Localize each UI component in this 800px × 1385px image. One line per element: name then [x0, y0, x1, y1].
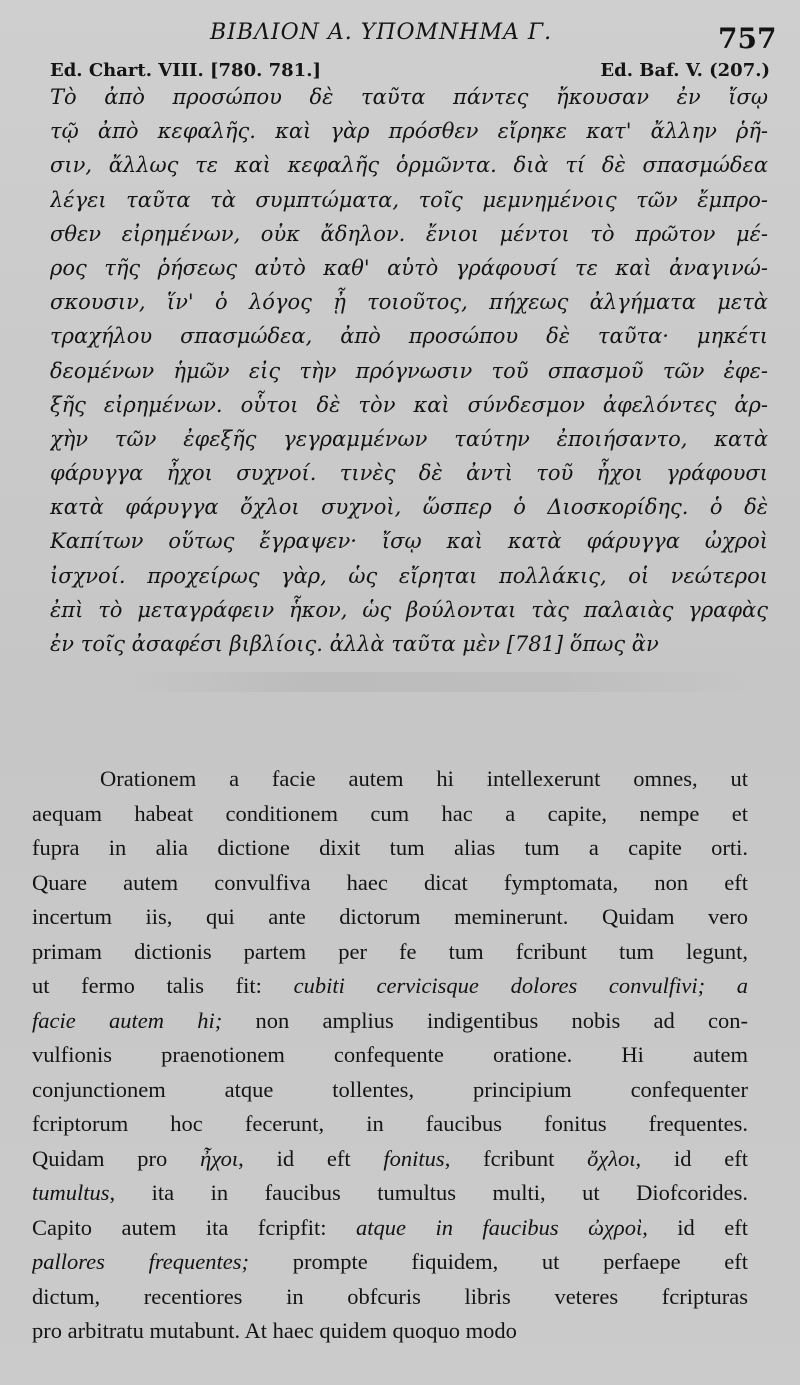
greek-line: ἐν τοῖς ἀσαφέσι βιβλίοις. ἀλλὰ ταῦτα μὲν [781] ὅπως ἂν — [50, 632, 659, 656]
latin-line — [32, 1245, 748, 1280]
greek-line: λέγει ταῦτα τὰ συμπτώματα, τοῖς μεμνημένοις τῶν ἔμπρο- — [50, 187, 768, 212]
latin-italic-span: pallores frequentes; — [32, 1249, 249, 1274]
greek-line: κατὰ φάρυγγα ὄχλοι συχνοὶ, ὥσπερ ὁ Διοσκορίδης. ὁ δὲ — [50, 495, 768, 520]
latin-text-block — [32, 762, 748, 1349]
latin-italic-span: tumultus — [32, 1180, 110, 1205]
latin-line: pro arbitratu mutabunt. At haec quidem quoquo modo — [32, 1318, 517, 1343]
greek-line: ξῆς εἰρημένων. οὗτοι δὲ τὸν καὶ σύνδεσμον ἀφελόντες ἀρ- — [50, 392, 768, 417]
greek-line: σθεν εἰρημένων, οὐκ ἄδηλον. ἔνιοι μέντοι τὸ πρῶτον μέ- — [50, 221, 768, 246]
latin-line: Orationem a facie autem hi intellexerunt omnes, ut — [100, 766, 748, 791]
greek-line: σκουσιν, ἵν' ὁ λόγος ᾖ τοιοῦτος, πήχεως ἀλγήματα μετὰ — [50, 290, 768, 315]
latin-line — [32, 1176, 748, 1211]
latin-span: , ita in faucibus tumultus multi, ut Diofcorides. — [109, 1180, 748, 1205]
latin-line: dictum, recentiores in obfcuris libris veteres fcripturas — [32, 1283, 748, 1309]
latin-span: ut fermo talis fit: — [32, 973, 294, 998]
greek-line: τῷ ἀπὸ κεφαλῆς. καὶ γὰρ πρόσθεν εἴρηκε κατ' ἄλλην ῥῆ- — [50, 119, 768, 144]
latin-italic-span: facie autem hi; — [32, 1007, 223, 1033]
latin-span: non amplius indigentibus nobis ad con- — [222, 1007, 748, 1033]
latin-line — [32, 1004, 748, 1039]
latin-span: , id eft — [238, 1145, 384, 1171]
show-through-smudge — [120, 672, 760, 692]
latin-line: vulfionis praenotionem confequente oratione. Hi autem — [32, 1042, 748, 1067]
greek-line: ἰσχνοί. προχείρως γὰρ, ὡς εἴρηται πολλάκις, οἱ νεώτεροι — [50, 563, 768, 588]
greek-line: Καπίτων οὕτως ἔγραψεν· ἴσῳ καὶ κατὰ φάρυγγα ὠχροὶ — [50, 529, 768, 554]
latin-line — [32, 969, 748, 1004]
latin-line — [32, 1211, 748, 1246]
greek-line: φάρυγγα ἦχοι συχνοί. τινὲς δὲ ἀντὶ τοῦ ἦχοι γράφουσι — [50, 461, 768, 486]
latin-italic-span: atque in faucibus ὠχροὶ — [356, 1214, 643, 1240]
latin-line: fcriptorum hoc fecerunt, in faucibus fonitus frequentes. — [32, 1111, 748, 1136]
greek-line: τραχήλου σπασμώδεα, ἀπὸ προσώπου δὲ ταῦτα· μηκέτι — [50, 324, 768, 349]
latin-span: , fcribunt — [444, 1145, 588, 1171]
greek-line: ρος τῆς ῥήσεως αὐτὸ καθ' αὑτὸ γράφουσί τε καὶ ἀναγινώ- — [50, 255, 768, 280]
latin-line: aequam habeat conditionem cum hac a capite, nempe et — [32, 800, 748, 826]
running-title: ΒΙΒΛΙΟΝ Α. ΥΠΟΜΝΗΜΑ Γ. — [210, 20, 553, 45]
edition-reference-right: Ed. Baf. V. (207.) — [600, 60, 770, 81]
latin-span: prompte fiquidem, ut perfaepe eft — [249, 1249, 748, 1274]
greek-line: σιν, ἄλλως τε καὶ κεφαλῆς ὁρμῶντα. διὰ τί δὲ σπασμώδεα — [50, 153, 768, 178]
latin-line: Quare autem convulfiva haec dicat fymptomata, non eft — [32, 869, 748, 895]
latin-italic-span: fonitus — [383, 1145, 445, 1171]
greek-line: ἐπὶ τὸ μεταγράφειν ἧκον, ὡς βούλονται τὰς παλαιὰς γραφὰς — [50, 597, 768, 622]
page-number: 757 — [718, 22, 777, 55]
latin-span: , id eft — [635, 1145, 748, 1171]
latin-italic-span: ὄχλοι — [587, 1145, 636, 1171]
greek-line: χὴν τῶν ἐφεξῆς γεγραμμένων ταύτην ἐποιήσαντο, κατὰ — [50, 426, 768, 451]
edition-reference-left: Ed. Chart. VIII. [780. 781.] — [50, 60, 321, 81]
latin-line: fupra in alia dictione dixit tum alias tum a capite orti. — [32, 835, 748, 860]
greek-line: δεομένων ἡμῶν εἰς τὴν πρόγνωσιν τοῦ σπασμοῦ τῶν ἐφε- — [50, 358, 768, 383]
greek-line: Τὸ ἀπὸ προσώπου δὲ ταῦτα πάντες ἤκουσαν ἐν ἴσῳ — [50, 85, 768, 109]
latin-italic-span: ἦχοι — [200, 1145, 239, 1171]
latin-span: Capito autem ita fcripfit: — [32, 1214, 357, 1240]
greek-text-block — [50, 80, 768, 661]
latin-span: , id eft — [642, 1214, 748, 1240]
latin-span: Quidam pro — [32, 1145, 201, 1171]
latin-italic-span: cubiti cervicisque dolores convulfivi; a — [293, 973, 748, 998]
latin-line: incertum iis, qui ante dictorum meminerunt. Quidam vero — [32, 904, 748, 929]
latin-line: primam dictionis partem per fe tum fcribunt tum legunt, — [32, 938, 748, 964]
edition-reference-line — [50, 60, 770, 81]
latin-line — [32, 1142, 748, 1177]
latin-line: conjunctionem atque tollentes, principium confequenter — [32, 1076, 748, 1102]
